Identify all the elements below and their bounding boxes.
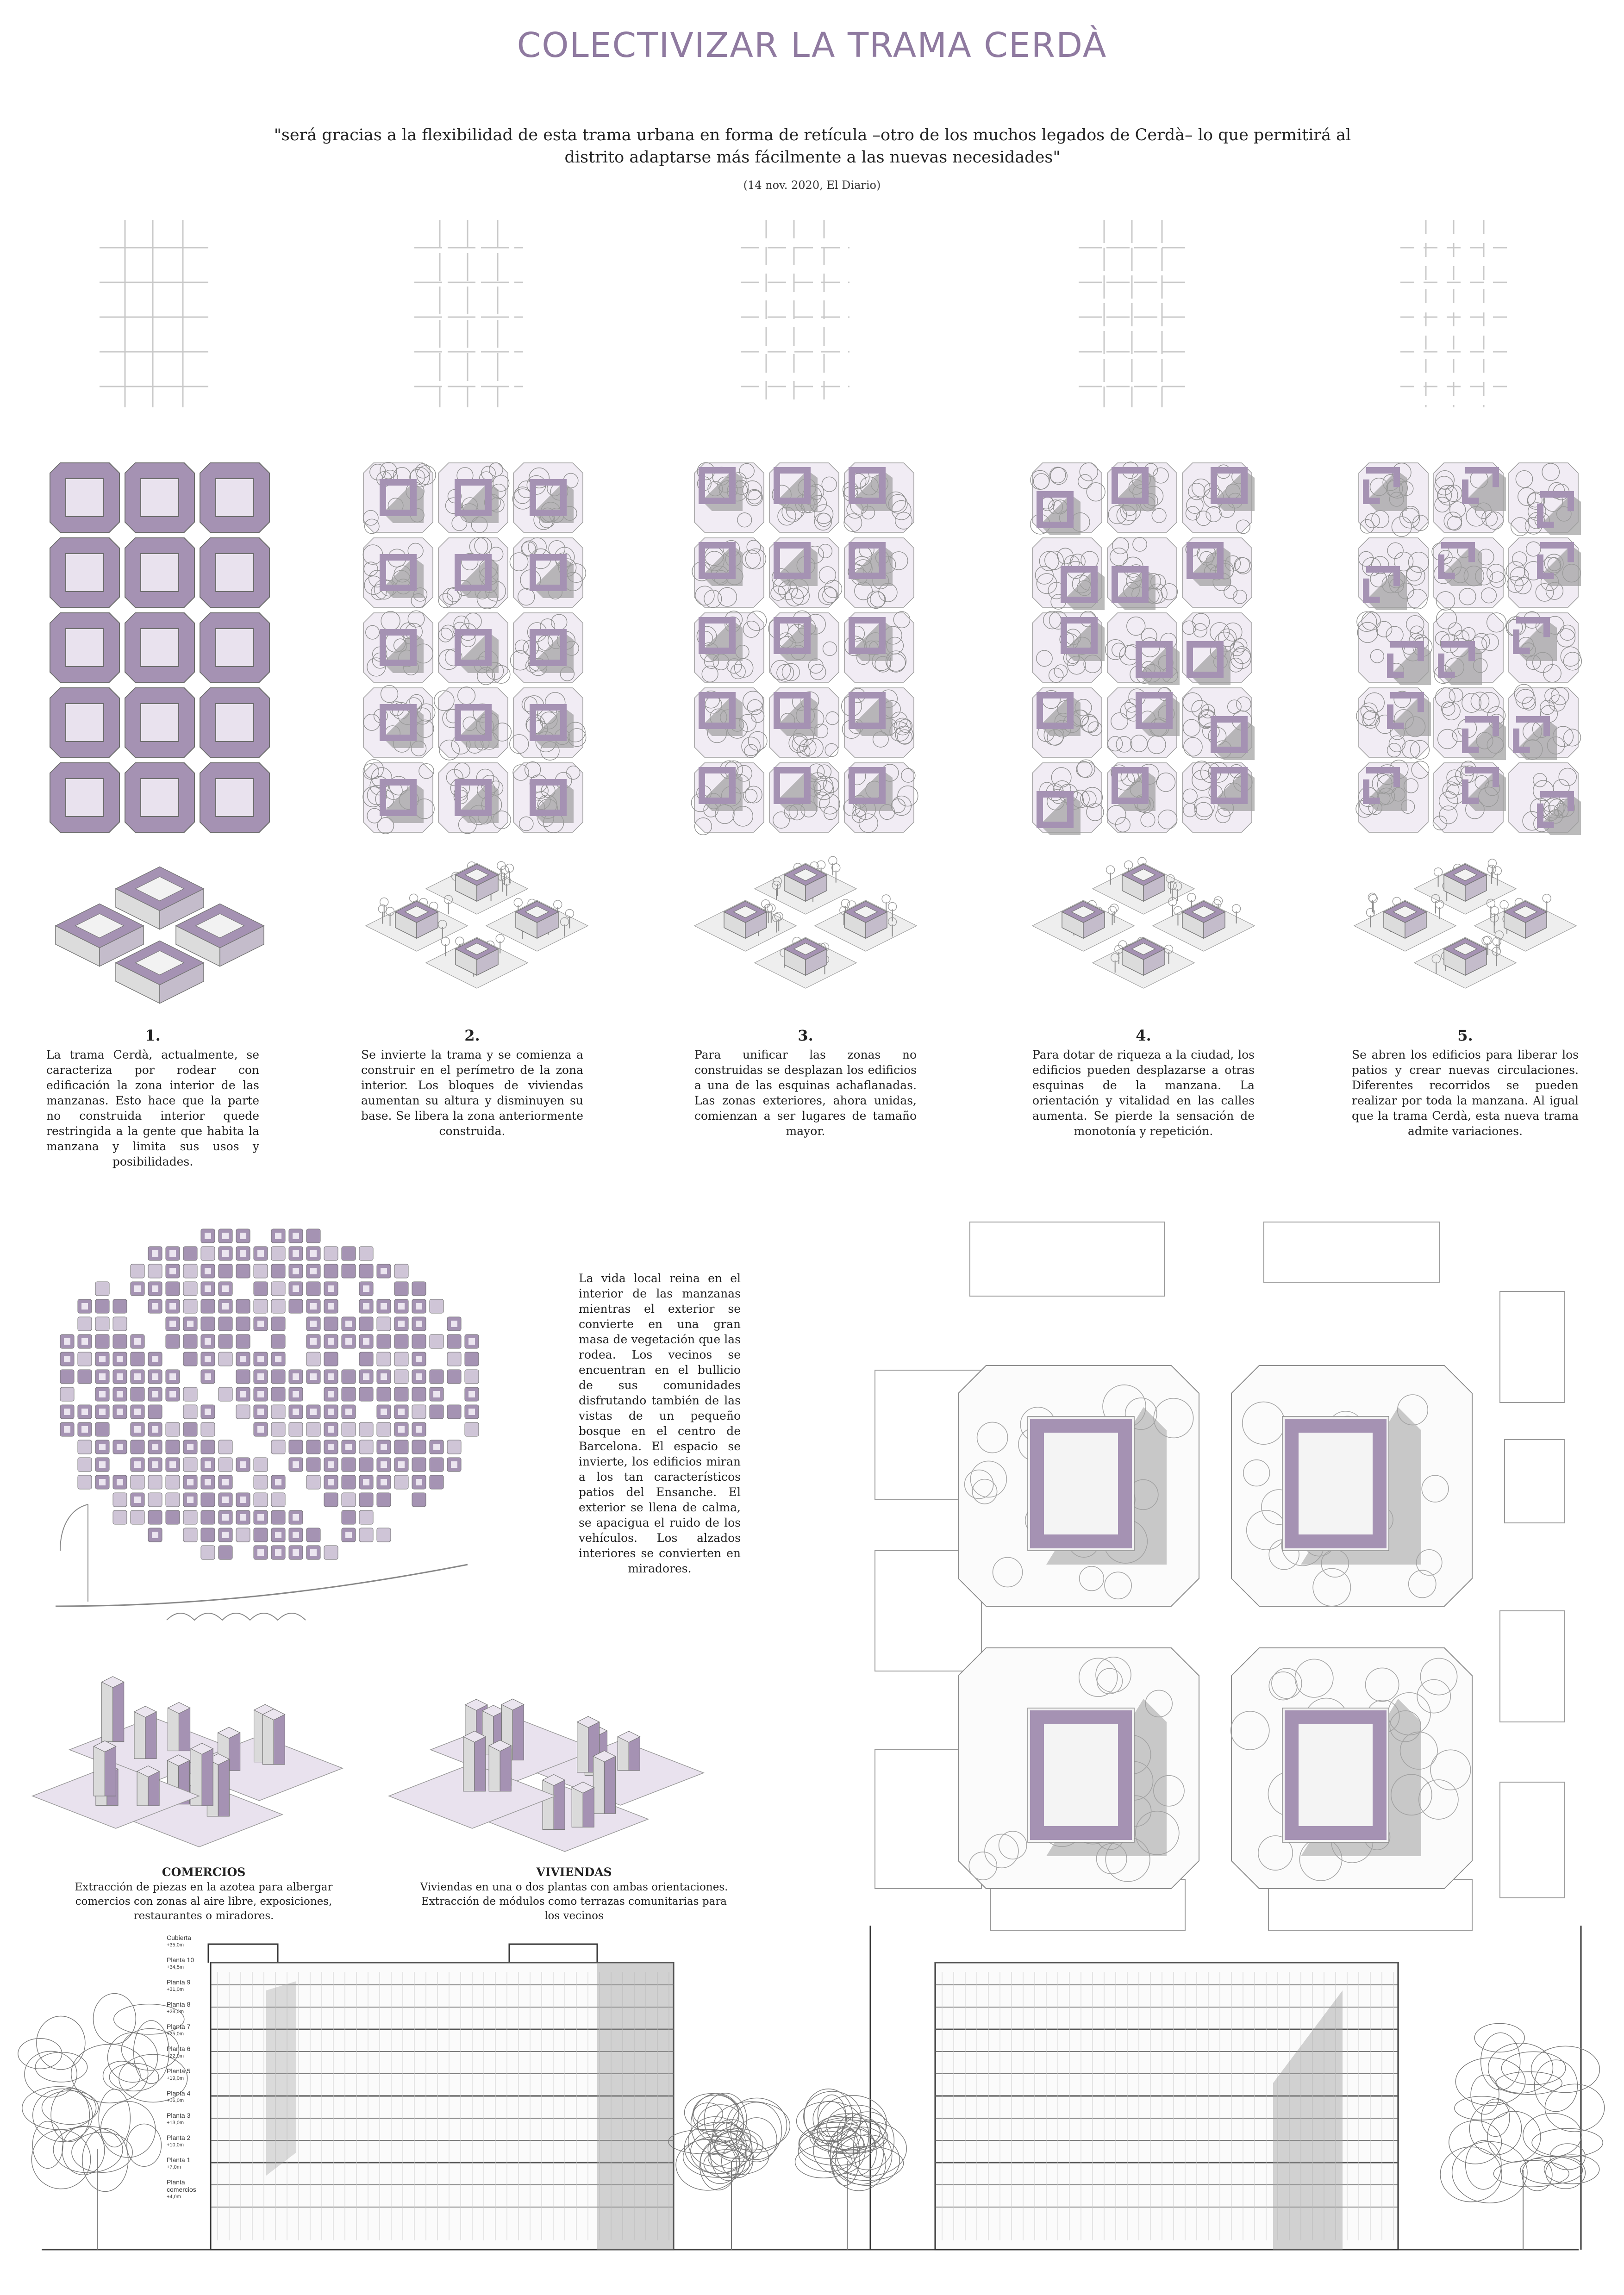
level-label: Planta 1 +7,0m: [167, 2156, 191, 2170]
grid-diagram-4: [1079, 220, 1187, 407]
tree-center-2: [795, 2089, 906, 2250]
plan-diagram-4: [1031, 462, 1255, 835]
step-3-text: Para unificar las zonas no construidas se desplazan los edificios a una de las esquinas achaflanadas. Las zonas exteriores, ahora unidas, comienzan a ser lugares de tamaño mayor.: [694, 1048, 917, 1138]
tree-right: [1440, 2023, 1605, 2250]
plan-diagram-2: [363, 462, 586, 834]
level-label: Cubierta +35,0m: [167, 1934, 191, 1948]
step-5-text: Se abren los edificios para liberar los patios y crear nuevas circulaciones. Diferentes recorridos se pueden realizar por toda la manzana. Al igual que la trama Cerdà, esta nueva trama admite variaciones.: [1352, 1048, 1579, 1138]
comercios-text: Extracción de piezas en la azotea para albergar comercios con zonas al aire libre, exposiciones, restaurantes o miradores.: [75, 1881, 333, 1922]
tree-left: [18, 1994, 187, 2250]
site-block-1: [958, 1366, 1199, 1606]
step-3-number: 3.: [798, 1027, 813, 1044]
page-title: COLECTIVIZAR LA TRAMA CERDÀ: [517, 25, 1107, 65]
viviendas-text: Viviendas en una o dos plantas con ambas orientaciones. Extracción de módulos como terrazas comunitarias para los vecinos: [420, 1881, 728, 1922]
grid-diagram-5: [1400, 220, 1509, 407]
step-2-number: 2.: [464, 1027, 480, 1044]
level-label: Planta 3 +13,0m: [167, 2112, 191, 2126]
site-block-2: [1231, 1366, 1472, 1606]
level-label: Planta comercios +4,0m: [167, 2178, 196, 2200]
axon-diagram-5: [1354, 859, 1576, 988]
axon-diagram-1: [56, 867, 264, 1004]
step-4-number: 4.: [1136, 1027, 1151, 1044]
axon-diagram-4: [1032, 857, 1255, 988]
level-label: Planta 10 +34,5m: [167, 1956, 194, 1970]
quote-source: (14 nov. 2020, El Diario): [743, 179, 881, 192]
viviendas-title: VIVIENDAS: [536, 1865, 612, 1879]
local-life-text: La vida local reina en el interior de las manzanas mientras el exterior se convierte en una gran masa de vegetación que las rodea. Los vecinos se encuentran en el bullicio de sus comunidades disfrutando también de las vistas de un pequeño bosque en el centro de Barcelona. El espacio se invierte, los edificios miran a los tan característicos patios del Ensanche. El exterior se llena de calma, se apacigua el ruido de los vehículos. Los alzados interiores se convierten en miradores.: [579, 1272, 741, 1575]
step-5-number: 5.: [1457, 1027, 1473, 1044]
site-block-3: [958, 1648, 1199, 1889]
level-label: Planta 5 +19,0m: [167, 2067, 191, 2081]
tree-center-1: [668, 2093, 790, 2250]
level-label: Planta 6 +22,0m: [167, 2045, 191, 2059]
level-label: Planta 7 +25,0m: [167, 2023, 191, 2037]
axon-diagram-3: [694, 856, 917, 988]
shadow-left: [597, 1963, 674, 2250]
level-label: Planta 4 +16,0m: [167, 2089, 191, 2103]
plan-diagram-5: [1356, 463, 1581, 835]
step-4-text: Para dotar de riqueza a la ciudad, los edificios pueden desplazarse a otras esquinas de la manzana. La orientación y vitalidad en las calles aumenta. Se pierde la sensación de monotonía y repetición.: [1032, 1048, 1255, 1138]
grid-diagram-2: [414, 220, 523, 407]
grid-diagrams: [100, 220, 1509, 407]
step-1-text: La trama Cerdà, actualmente, se caracteriza por rodear con edificación la zona interior de las manzanas. Esto hace que la parte no construida interior quede restringida a la gente que habita la manzana y limita sus usos y posibilidades.: [46, 1048, 259, 1168]
level-label: Planta 9 +31,0m: [167, 1978, 191, 1992]
shadow-left-2: [266, 1981, 296, 2176]
level-label: Planta 8 +28,0m: [167, 2001, 191, 2014]
axon-diagram-2: [366, 861, 588, 988]
axonometric-diagrams: [56, 856, 1576, 1003]
building-section-elevation: [18, 1926, 1605, 2250]
site-plan: [875, 1222, 1565, 1930]
plan-diagram-1: [50, 463, 269, 832]
step-2-text: Se invierte la trama y se comienza a construir en el perímetro de la zona interior. Los bloques de viviendas aumentan su altura y disminuyen su base. Se libera la zona anteriormente construida.: [361, 1048, 583, 1138]
site-block-4: [1231, 1648, 1472, 1889]
use-axonometrics: [32, 1677, 704, 1852]
plan-diagram-3: [691, 462, 918, 835]
grid-diagram-3: [741, 220, 849, 407]
level-label: Planta 2 +10,0m: [167, 2134, 191, 2148]
comercios-title: COMERCIOS: [162, 1865, 246, 1879]
block-plan-diagrams: [50, 462, 1581, 835]
quote: "será gracias a la flexibilidad de esta trama urbana en forma de retícula –otro de los muchos legados de Cerdà– lo que permitirá al distrito adaptarse más fácilmente a las nuevas necesidades": [274, 126, 1351, 167]
grid-diagram-1: [100, 220, 208, 407]
city-map: [56, 1229, 479, 1620]
step-1-number: 1.: [145, 1027, 161, 1044]
